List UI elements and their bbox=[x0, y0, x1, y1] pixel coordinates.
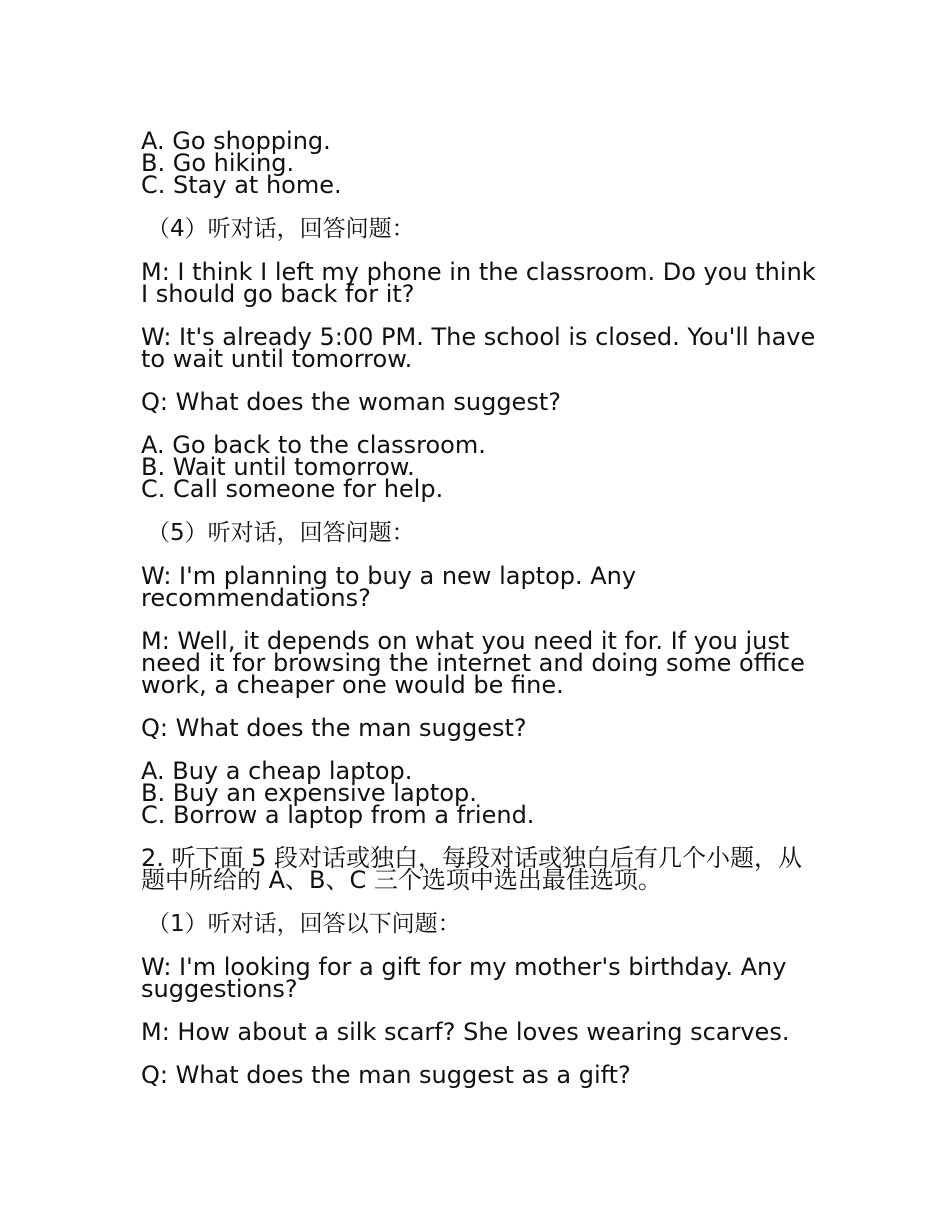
options-block-4 bbox=[141, 431, 821, 503]
option-a: A. Go shopping. bbox=[141, 127, 331, 155]
dialog-line-man: M: Well, it depends on what you need it for. If you just need it for browsing the internet and doing some office work, a cheaper one would be fine. bbox=[141, 627, 805, 699]
part2-instruction: 2. 听下面 5 段对话或独白，每段对话或独白后有几个小题，从题中所给的 A、B、C 三个选项中选出最佳选项。 bbox=[141, 844, 803, 894]
section-header-part2-1: （1）听对话，回答以下问题： bbox=[147, 911, 461, 937]
option-b: B. Buy an expensive laptop. bbox=[141, 779, 477, 807]
section-header-5: （5）听对话，回答问题： bbox=[147, 520, 415, 546]
section-header-4: （4）听对话，回答问题： bbox=[147, 216, 415, 242]
option-c: C. Borrow a laptop from a friend. bbox=[141, 801, 535, 829]
document-content bbox=[141, 127, 821, 1089]
option-a: A. Buy a cheap laptop. bbox=[141, 757, 413, 785]
dialog-line-woman: W: I'm planning to buy a new laptop. Any recommendations? bbox=[141, 562, 637, 612]
option-a: A. Go back to the classroom. bbox=[141, 431, 486, 459]
question-line: Q: What does the man suggest as a gift? bbox=[141, 1061, 631, 1089]
dialog-line-man: M: How about a silk scarf? She loves wearing scarves. bbox=[141, 1018, 790, 1046]
options-block-5 bbox=[141, 757, 821, 829]
option-c: C. Call someone for help. bbox=[141, 475, 444, 503]
dialog-line-woman: W: It's already 5:00 PM. The school is closed. You'll have to wait until tomorrow. bbox=[141, 323, 816, 373]
option-b: B. Go hiking. bbox=[141, 149, 295, 177]
option-b: B. Wait until tomorrow. bbox=[141, 453, 415, 481]
option-c: C. Stay at home. bbox=[141, 171, 342, 199]
options-block-3 bbox=[141, 127, 821, 199]
question-line: Q: What does the man suggest? bbox=[141, 714, 527, 742]
dialog-line-man: M: I think I left my phone in the classroom. Do you think I should go back for it? bbox=[141, 258, 816, 308]
dialog-line-woman: W: I'm looking for a gift for my mother's birthday. Any suggestions? bbox=[141, 953, 787, 1003]
question-line: Q: What does the woman suggest? bbox=[141, 388, 561, 416]
